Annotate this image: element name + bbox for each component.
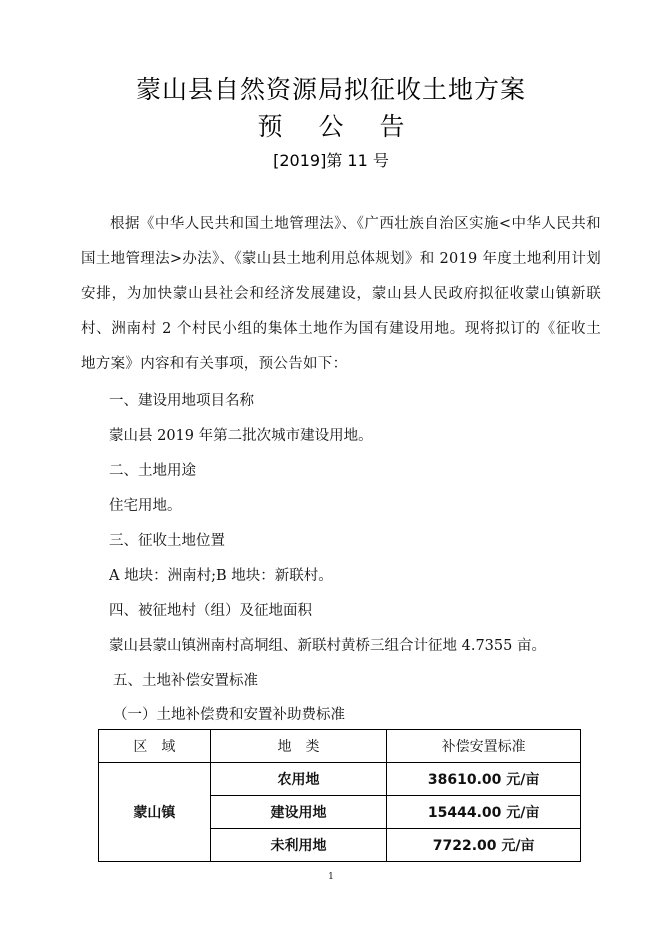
document-title: 蒙山县自然资源局拟征收土地方案 xyxy=(135,75,526,104)
table-row xyxy=(99,763,581,796)
section-5-heading: 五、土地补偿安置标准 xyxy=(113,673,258,689)
section-3-heading: 三、征收土地位置 xyxy=(109,533,225,549)
page-number: 1 xyxy=(328,872,334,882)
region-cell: 蒙山镇 xyxy=(99,763,211,862)
section-1-heading: 一、建设用地项目名称 xyxy=(109,393,254,409)
sub-heading: （一）土地补偿费和安置补助费标准 xyxy=(113,707,345,723)
header-standard: 补偿安置标准 xyxy=(387,730,581,763)
document-number: [2019]第 11 号 xyxy=(273,151,389,170)
document-subtitle: 预 公 告 xyxy=(257,112,419,141)
land-type-cell: 建设用地 xyxy=(210,796,387,829)
section-3-content: A 地块：洲南村;B 地块：新联村。 xyxy=(109,568,333,584)
compensation-table xyxy=(98,729,581,862)
section-2-content: 住宅用地。 xyxy=(109,498,182,514)
header-region: 区 域 xyxy=(99,730,211,763)
standard-cell: 7722.00 元/亩 xyxy=(387,829,581,862)
land-type-cell: 未利用地 xyxy=(210,829,387,862)
section-2-heading: 二、土地用途 xyxy=(109,463,196,479)
table-header-row xyxy=(99,730,581,763)
standard-cell: 15444.00 元/亩 xyxy=(387,796,581,829)
header-land-type: 地 类 xyxy=(210,730,387,763)
section-1-content: 蒙山县 2019 年第二批次城市建设用地。 xyxy=(109,428,373,444)
intro-block xyxy=(81,207,601,382)
section-4-content: 蒙山县蒙山镇洲南村高垌组、新联村黄桥三组合计征地 4.7355 亩。 xyxy=(109,638,546,654)
land-type-cell: 农用地 xyxy=(210,763,387,796)
section-4-heading: 四、被征地村（组）及征地面积 xyxy=(109,603,312,619)
intro-paragraph: 根据《中华人民共和国土地管理法》、《广西壮族自治区实施<中华人民共和国土地管理法>办法》、《蒙山县土地利用总体规划》和 2019 年度土地利用计划安排，为加快蒙山县社会和经济发展建设，蒙山县人民政府拟征收蒙山镇新联村、洲南村 2 个村民小组的集体土地作为国有建设用地。现将拟订的《征收土地方案》内容和有关事项，预公告如下： xyxy=(81,216,601,372)
standard-cell: 38610.00 元/亩 xyxy=(387,763,581,796)
